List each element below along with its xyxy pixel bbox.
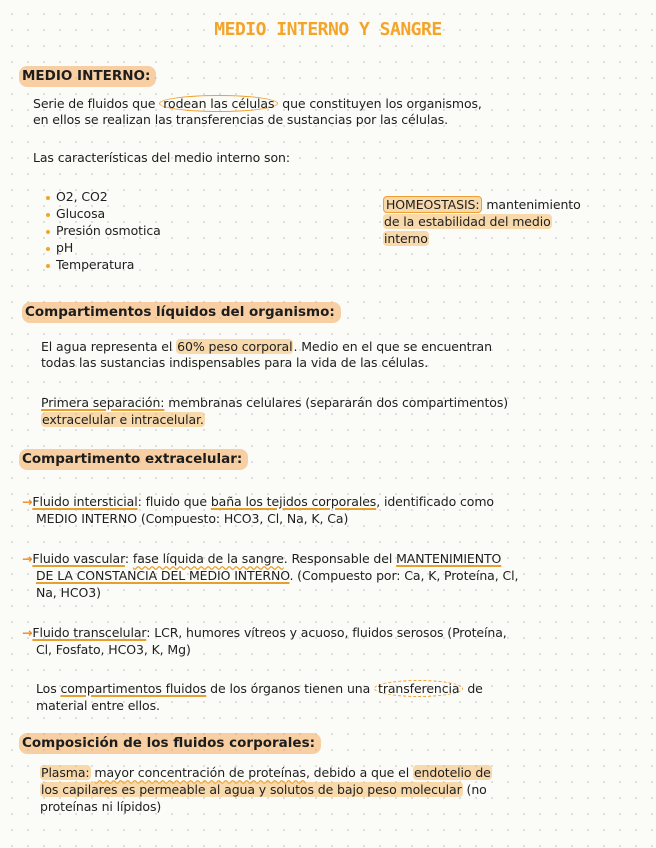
section-heading-medio-interno: MEDIO INTERNO: <box>19 66 156 87</box>
highlighted-text: de la estabilidad del medio <box>384 214 551 229</box>
bullet-icon <box>46 196 50 200</box>
plasma-line-3: proteínas ni lípidos) <box>40 799 162 814</box>
paragraph-line <box>36 680 483 697</box>
page-title: MEDIO INTERNO Y SANGRE <box>214 19 442 40</box>
underlined-text: MANTENIMIENTO <box>396 551 502 566</box>
homeostasis-line-1 <box>383 196 581 213</box>
highlighted-text: endotelio de <box>413 765 491 780</box>
dashed-circled-text: transferencia <box>374 680 463 697</box>
arrow-icon: → <box>22 625 33 640</box>
highlighted-text: interno <box>384 231 428 246</box>
arrow-icon: → <box>22 494 33 509</box>
text-segment: , debido a que el <box>305 765 413 780</box>
paragraph-line: material entre ellos. <box>36 698 160 713</box>
fluid-vascular-line-2 <box>36 567 518 584</box>
text-segment: que constituyen los organismos, <box>278 96 482 111</box>
list-item <box>46 239 73 256</box>
fluid-intersticial-line-2: MEDIO INTERNO (Compuesto: HCO3, Cl, Na, K, Ca) <box>36 511 349 526</box>
list-item-label: O2, CO2 <box>56 189 108 204</box>
arrow-icon: → <box>22 551 33 566</box>
section-heading-composicion: Composición de los fluidos corporales: <box>19 733 321 754</box>
text-segment: Serie de fluidos que <box>33 96 160 111</box>
text-segment: (no <box>462 782 487 797</box>
section-heading-compartimentos: Compartimentos líquidos del organismo: <box>22 302 341 323</box>
list-item <box>46 222 161 239</box>
circled-phrase: rodean las células <box>159 95 278 112</box>
text-segment: , identificado como <box>376 494 494 509</box>
list-item <box>46 188 108 205</box>
text-segment: : LCR, humores vítreos y acuoso, fluidos serosos (Proteína, <box>146 625 507 640</box>
underlined-text: Fluido intersticial <box>32 494 138 509</box>
bullet-icon <box>46 213 50 217</box>
list-item <box>46 205 105 222</box>
fluid-transcelular-line-2: Cl, Fosfato, HCO3, K, Mg) <box>36 642 191 657</box>
homeostasis-line-2 <box>383 213 552 230</box>
list-item-label: pH <box>56 240 74 255</box>
underlined-text: compartimentos fluidos <box>60 681 207 696</box>
text-segment: El agua representa el <box>41 339 177 354</box>
text-segment: membranas celulares (separarán dos compartimentos) <box>164 395 509 410</box>
homeostasis-line-3 <box>383 230 429 247</box>
text-segment: de los órganos tienen una <box>206 681 375 696</box>
underlined-text: baña los tejidos corporales <box>210 494 377 509</box>
section-heading-extracelular: Compartimento extracelular: <box>19 449 248 470</box>
fluid-intersticial-line-1 <box>22 493 494 510</box>
definition-line-2: en ellos se realizan las transferencias de sustancias por las células. <box>33 112 449 127</box>
paragraph-line <box>41 394 508 411</box>
highlighted-text: extracelular e intracelular. <box>42 412 204 427</box>
bullet-icon <box>46 230 50 234</box>
highlighted-text: Plasma: <box>41 765 90 780</box>
fluid-vascular-line-1 <box>22 550 501 567</box>
paragraph-line: todas las sustancias indispensables para la vida de las células. <box>41 355 429 370</box>
text-segment: . (Compuesto por: Ca, K, Proteína, Cl, <box>289 568 519 583</box>
fluid-transcelular-line-1 <box>22 624 507 641</box>
underlined-text: DE LA CONSTANCIA DEL MEDIO INTERNO <box>36 568 290 583</box>
list-item-label: Temperatura <box>56 257 135 272</box>
underlined-text: Fluido transcelular <box>32 625 147 640</box>
list-item-label: Presión osmotica <box>56 223 161 238</box>
list-item <box>46 256 134 273</box>
underlined-text: Fluido vascular <box>32 551 125 566</box>
text-segment: mantenimiento <box>482 197 581 212</box>
highlighted-text: 60% peso corporal <box>177 339 293 354</box>
plasma-line-2 <box>40 781 487 798</box>
bullet-icon <box>46 264 50 268</box>
paragraph-line <box>41 338 492 355</box>
wavy-underlined-text: fase líquida de la sangre <box>132 551 284 566</box>
text-segment: Los <box>36 681 61 696</box>
homeostasis-label: HOMEOSTASIS: <box>383 196 482 213</box>
definition-line-1 <box>33 95 482 112</box>
text-segment: : fluido que <box>137 494 211 509</box>
plasma-line-1 <box>40 764 492 781</box>
characteristics-intro: Las características del medio interno son: <box>33 150 290 165</box>
bullet-icon <box>46 247 50 251</box>
underlined-text: Primera separación: <box>41 395 165 410</box>
wavy-underlined-text: mayor concentración de proteínas <box>94 765 306 780</box>
text-segment: : <box>124 551 133 566</box>
highlighted-text: los capilares es permeable al agua y solutos de bajo peso molecular <box>41 782 462 797</box>
list-item-label: Glucosa <box>56 206 106 221</box>
paragraph-line <box>41 411 205 428</box>
text-segment: . Medio en el que se encuentran <box>293 339 492 354</box>
text-segment: de <box>463 681 483 696</box>
text-segment: . Responsable del <box>283 551 397 566</box>
fluid-vascular-line-3: Na, HCO3) <box>36 585 101 600</box>
